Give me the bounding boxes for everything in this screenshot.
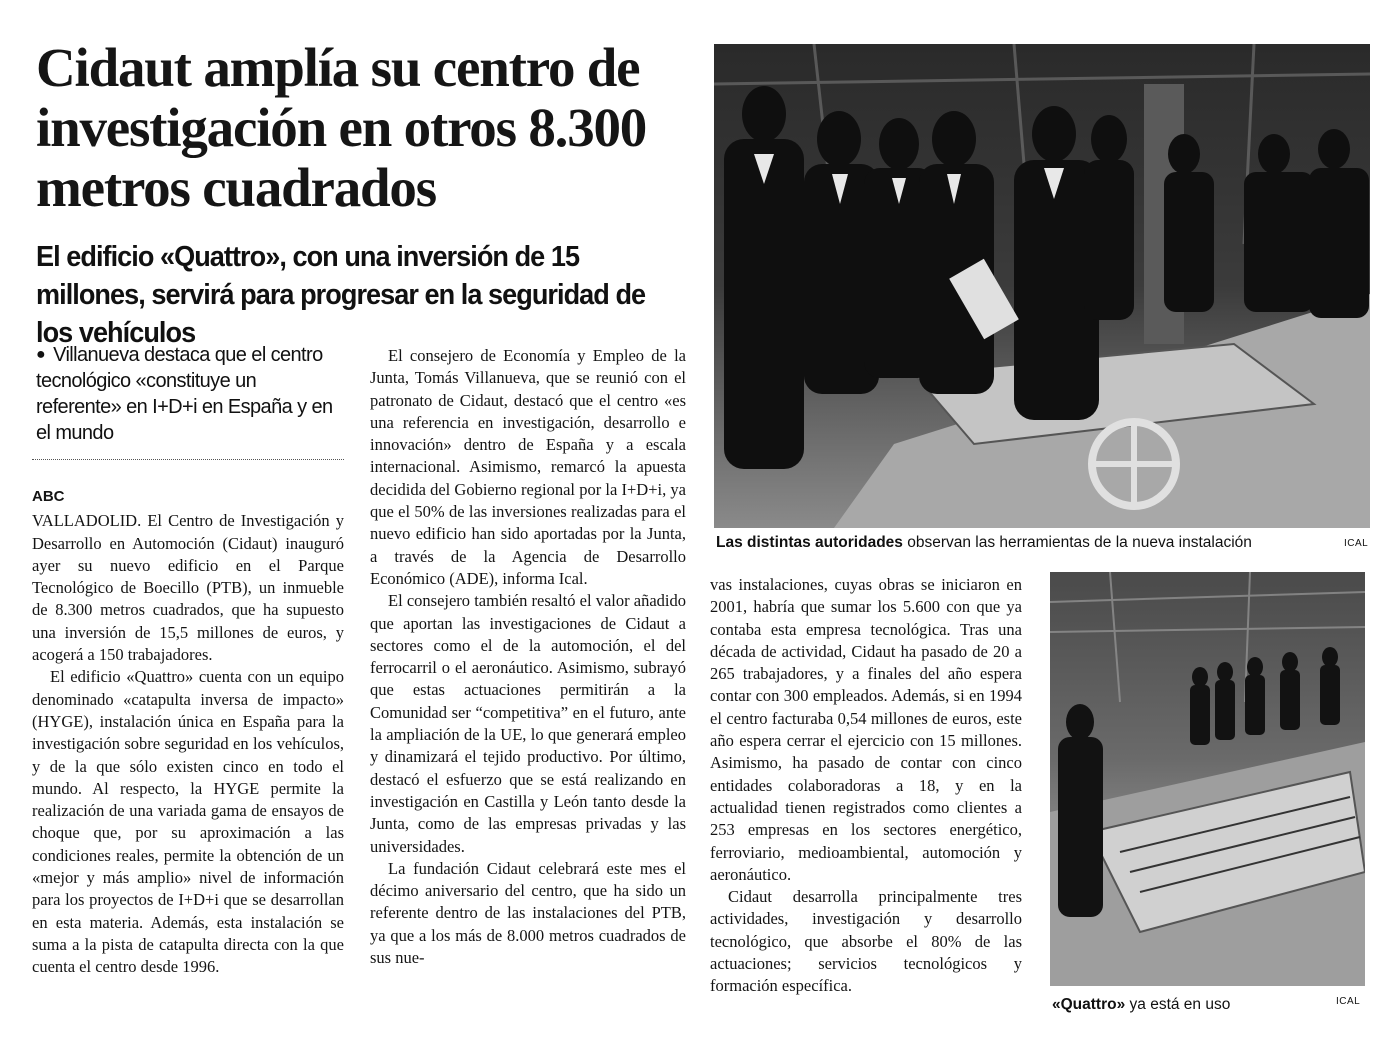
caption-bold: «Quattro» [1052, 996, 1126, 1013]
main-photo-image [714, 44, 1370, 528]
paragraph: VALLADOLID. El Centro de Investigación y Desarrollo en Automoción (Cidaut) inauguró ayer su nuevo edificio en el Parque Tecnológico de Boecillo (PTB), un inmueble de 8.300 metros cuadrados, que ha supuesto una inversión de 15,5 millones de euros, y acogerá a 150 trabajadores. [32, 511, 344, 665]
caption-bold: Las distintas autoridades [716, 534, 903, 551]
bullet-dot-icon: ● [36, 346, 46, 363]
headline: Cidaut amplía su centro de investigación en otros 8.300 metros cuadrados [36, 37, 647, 218]
photo-credit: ICAL [1336, 996, 1361, 1007]
main-photo [714, 44, 1370, 528]
paragraph: La fundación Cidaut celebrará este mes el décimo aniversario del centro, que ha sido un referente dentro de las instalaciones del PTB, ya que a los más de 8.000 metros cuadrados de sus nue- [370, 858, 686, 968]
quattro-photo [1050, 572, 1365, 986]
quattro-photo-image [1050, 572, 1365, 986]
section-divider [32, 459, 344, 460]
paragraph: El consejero también resaltó el valor añadido que aportan las investigaciones de Cidaut a sectores como el de la automoción, el del ferrocarril o el aeronáutico. Asimismo, subrayó que estas actuaciones permitirán a la Comunidad ser “competitiva” en el futuro, ante la ampliación de la UE, lo que generará empleo y dinamizará el tejido productivo. Por último, destacó el esfuerzo que se está realizando en investigación en Castilla y León tanto desde la Junta, como de las empresas privadas y las universidades. [370, 591, 686, 856]
paragraph: El consejero de Economía y Empleo de la Junta, Tomás Villanueva, que se reunió con el patronato de Cidaut, destacó que el centro «es una referencia en investigación, desarrollo e innovación» dentro de España y a escala internacional. Asimismo, remarcó la apuesta decidida del Gobierno regional por la I+D+i, ya que el 50% de las inversiones realizadas para el nuevo edificio han sido aportadas por la Junta, a través de la Agencia de Desarrollo Económico (ADE), informa Ical. [370, 346, 686, 588]
paragraph: El edificio «Quattro» cuenta con un equipo denominado «catapulta inversa de impacto» (HYGE), instalación única en España para la investigación sobre seguridad en los vehículos, y de la que sólo existen cinco en todo el mundo. Al respecto, la HYGE permite la realización de una variada gama de ensayos de choque que, por su aproximación a las condiciones reales, permite la obtención de un «mejor y más amplio» nivel de información para los proyectos de I+D+i que se desarrollan en esta materia. Además, esta instalación se suma a la pista de catapulta directa con la que cuenta el centro desde 1996. [32, 667, 344, 977]
paragraph: Cidaut desarrolla principalmente tres actividades, investigación y desarrollo tecnológico, que absorbe el 80% de las actuaciones; servicios tecnológicos y formación específica. [710, 887, 1022, 996]
article-column-3 [710, 574, 1022, 998]
main-photo-caption [716, 534, 1252, 552]
quattro-photo-caption [1052, 996, 1230, 1014]
caption-text: observan las herramientas de la nueva instalación [902, 534, 1252, 551]
paragraph: vas instalaciones, cuyas obras se iniciaron en 2001, habría que sumar los 5.600 con que ya contaba esta empresa tecnológica. Tras una década de actividad, Cidaut ha pasado de 20 a 265 trabajadores, y a finales del año espera contar con 300 empleados. Además, si en 1994 el centro facturaba 0,54 millones de euros, este año espera cerrar el ejercicio con 15 millones. Asimismo, ha pasado de contar con cinco entidades colaboradoras a 18, y en la actualidad tienen registrados como clientes a 253 empresas en los sectores energético, ferroviario, medioambiental, automoción y aeronáutico. [710, 575, 1022, 884]
byline: ABC [32, 488, 65, 505]
article-column-2 [370, 345, 686, 969]
caption-text: ya está en uso [1125, 996, 1231, 1013]
subheadline: El edificio «Quattro», con una inversión de 15 millones, servirá para progresar en la seguridad de los vehículos [36, 241, 646, 349]
photo-credit: ICAL [1344, 538, 1369, 549]
bullet-text: Villanueva destaca que el centro tecnológico «constituye un referente» en I+D+i en España y en el mundo [36, 344, 333, 444]
article-column-1 [32, 486, 344, 979]
highlight-bullet [36, 342, 336, 446]
